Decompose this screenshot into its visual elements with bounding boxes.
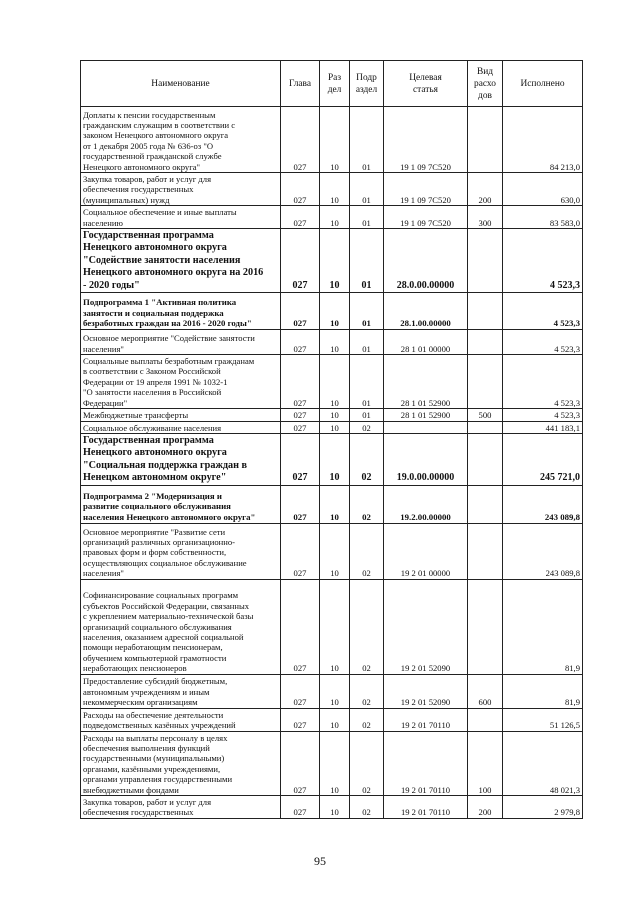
row-vid: 600 (468, 674, 503, 708)
row-target: 28.0.00.00000 (384, 229, 468, 293)
row-razdel: 10 (320, 485, 350, 523)
row-target: 19 1 09 7С520 (384, 107, 468, 173)
row-podrazdel: 02 (350, 708, 384, 731)
row-name: Основное мероприятие "Содействие занятости населения" (81, 330, 281, 355)
row-podrazdel: 01 (350, 229, 384, 293)
row-podrazdel: 01 (350, 330, 384, 355)
row-executed: 4 523,3 (503, 409, 583, 421)
table-row (81, 433, 583, 485)
row-podrazdel: 02 (350, 523, 384, 579)
row-podrazdel: 01 (350, 107, 384, 173)
row-executed: 245 721,0 (503, 433, 583, 485)
row-vid: 100 (468, 731, 503, 795)
row-name: Расходы на выплаты персоналу в целях обеспечения выполнения функций государственными (муниципальными) органами, казёнными учреждениями, органами управления государственными внебюджетными фондами (81, 731, 281, 795)
table-row (81, 674, 583, 708)
row-executed: 243 089,8 (503, 485, 583, 523)
table-row (81, 206, 583, 229)
row-podrazdel: 01 (350, 293, 384, 330)
row-vid (468, 293, 503, 330)
row-podrazdel: 02 (350, 674, 384, 708)
row-podrazdel: 02 (350, 421, 384, 433)
row-podrazdel: 02 (350, 795, 384, 818)
row-razdel: 10 (320, 731, 350, 795)
row-executed: 51 126,5 (503, 708, 583, 731)
table-row (81, 173, 583, 206)
table-row (81, 355, 583, 409)
row-glava: 027 (281, 107, 320, 173)
row-executed: 441 183,1 (503, 421, 583, 433)
row-razdel: 10 (320, 579, 350, 674)
row-target: 19 2 01 70110 (384, 708, 468, 731)
row-target: 28.1.00.00000 (384, 293, 468, 330)
row-name: Подпрограмма 2 "Модернизация и развитие социального обслуживания населения Ненецкого автономного округа" (81, 485, 281, 523)
row-razdel: 10 (320, 330, 350, 355)
row-glava: 027 (281, 355, 320, 409)
row-name: Государственная программа Ненецкого автономного округа "Содействие занятости населения Ненецкого автономного округа на 2016 - 2020 годы" (81, 229, 281, 293)
row-target: 28 1 01 52900 (384, 355, 468, 409)
row-glava: 027 (281, 674, 320, 708)
header-razdel: Раз дел (320, 61, 350, 107)
budget-table (80, 60, 583, 819)
row-vid (468, 708, 503, 731)
table-row (81, 107, 583, 173)
row-glava: 027 (281, 523, 320, 579)
row-target: 19 1 09 7С520 (384, 206, 468, 229)
header-vid: Вид расхо дов (468, 61, 503, 107)
row-razdel: 10 (320, 355, 350, 409)
row-executed: 243 089,8 (503, 523, 583, 579)
row-razdel: 10 (320, 523, 350, 579)
row-vid: 200 (468, 795, 503, 818)
row-podrazdel: 01 (350, 355, 384, 409)
table-row (81, 421, 583, 433)
row-podrazdel: 02 (350, 485, 384, 523)
row-razdel: 10 (320, 674, 350, 708)
row-podrazdel: 01 (350, 409, 384, 421)
row-glava: 027 (281, 579, 320, 674)
row-executed: 4 523,3 (503, 293, 583, 330)
table-row (81, 708, 583, 731)
row-executed: 2 979,8 (503, 795, 583, 818)
row-glava: 027 (281, 229, 320, 293)
row-glava: 027 (281, 330, 320, 355)
row-name: Предоставление субсидий бюджетным, автономным учреждениям и иным некоммерческим организациям (81, 674, 281, 708)
row-vid (468, 107, 503, 173)
row-name: Социальные выплаты безработным гражданам в соответствии с Законом Российской Федерации от 19 апреля 1991 № 1032-1 "О занятости населения в Российской Федерации" (81, 355, 281, 409)
row-razdel: 10 (320, 795, 350, 818)
row-target: 19 2 01 00000 (384, 523, 468, 579)
row-executed: 48 021,3 (503, 731, 583, 795)
row-executed: 630,0 (503, 173, 583, 206)
row-vid (468, 523, 503, 579)
row-name: Софинансирование социальных программ субъектов Российской Федерации, связанных с укреплением материально-технической базы организаций социального обслуживания населения, оказанием адресной социальной помощи неработающим пенсионерам, обучением компьютерной грамотности неработающих пенсионеров (81, 579, 281, 674)
row-executed: 81,9 (503, 579, 583, 674)
header-target: Целевая статья (384, 61, 468, 107)
row-glava: 027 (281, 708, 320, 731)
row-razdel: 10 (320, 107, 350, 173)
header-executed: Исполнено (503, 61, 583, 107)
row-vid (468, 355, 503, 409)
row-executed: 81,9 (503, 674, 583, 708)
row-target: 19 2 01 70110 (384, 795, 468, 818)
row-name: Закупка товаров, работ и услуг для обеспечения государственных (81, 795, 281, 818)
row-target (384, 421, 468, 433)
row-target: 19 2 01 70110 (384, 731, 468, 795)
table-row (81, 485, 583, 523)
table-header-row (81, 61, 583, 107)
row-name: Социальное обеспечение и иные выплаты населению (81, 206, 281, 229)
row-vid (468, 229, 503, 293)
row-executed: 4 523,3 (503, 355, 583, 409)
row-vid: 200 (468, 173, 503, 206)
row-target: 28 1 01 52900 (384, 409, 468, 421)
row-razdel: 10 (320, 708, 350, 731)
row-name: Закупка товаров, работ и услуг для обеспечения государственных (муниципальных) нужд (81, 173, 281, 206)
row-razdel: 10 (320, 206, 350, 229)
row-podrazdel: 01 (350, 206, 384, 229)
row-vid (468, 433, 503, 485)
table-row (81, 795, 583, 818)
row-name: Социальное обслуживание населения (81, 421, 281, 433)
row-name: Государственная программа Ненецкого автономного округа "Социальная поддержка граждан в Ненецком автономном округе" (81, 433, 281, 485)
header-name: Наименование (81, 61, 281, 107)
row-podrazdel: 02 (350, 579, 384, 674)
row-vid (468, 421, 503, 433)
table-body (81, 107, 583, 819)
row-podrazdel: 01 (350, 173, 384, 206)
row-executed: 4 523,3 (503, 330, 583, 355)
row-executed: 83 583,0 (503, 206, 583, 229)
row-razdel: 10 (320, 173, 350, 206)
row-podrazdel: 02 (350, 433, 384, 485)
row-name: Доплаты к пенсии государственным гражданским служащим в соответствии с законом Ненецкого автономного округа от 1 декабря 2005 года № 636-оз "О государственной гражданской службе Ненецкого автономного округа" (81, 107, 281, 173)
row-name: Межбюджетные трансферты (81, 409, 281, 421)
row-target: 28 1 01 00000 (384, 330, 468, 355)
row-glava: 027 (281, 421, 320, 433)
row-name: Основное мероприятие "Развитие сети организаций различных организационно- правовых форм и форм собственности, осуществляющих социальное обслуживание населения" (81, 523, 281, 579)
table-row (81, 409, 583, 421)
row-glava: 027 (281, 409, 320, 421)
row-target: 19 1 09 7С520 (384, 173, 468, 206)
table-row (81, 731, 583, 795)
row-vid (468, 330, 503, 355)
row-target: 19.2.00.00000 (384, 485, 468, 523)
row-vid (468, 485, 503, 523)
table-row (81, 523, 583, 579)
table-row (81, 229, 583, 293)
row-razdel: 10 (320, 433, 350, 485)
row-glava: 027 (281, 293, 320, 330)
row-executed: 4 523,3 (503, 229, 583, 293)
table-row (81, 579, 583, 674)
table-row (81, 293, 583, 330)
row-name: Подпрограмма 1 "Активная политика занятости и социальная поддержка безработных граждан на 2016 - 2020 годы" (81, 293, 281, 330)
row-name: Расходы на обеспечение деятельности подведомственных казённых учреждений (81, 708, 281, 731)
table-row (81, 330, 583, 355)
row-razdel: 10 (320, 293, 350, 330)
row-razdel: 10 (320, 229, 350, 293)
row-razdel: 10 (320, 409, 350, 421)
row-vid (468, 579, 503, 674)
row-podrazdel: 02 (350, 731, 384, 795)
row-glava: 027 (281, 731, 320, 795)
page-number: 95 (314, 854, 326, 868)
row-target: 19 2 01 52090 (384, 579, 468, 674)
row-target: 19 2 01 52090 (384, 674, 468, 708)
row-glava: 027 (281, 795, 320, 818)
row-target: 19.0.00.00000 (384, 433, 468, 485)
row-glava: 027 (281, 173, 320, 206)
row-glava: 027 (281, 485, 320, 523)
row-glava: 027 (281, 206, 320, 229)
row-glava: 027 (281, 433, 320, 485)
row-vid: 500 (468, 409, 503, 421)
row-executed: 84 213,0 (503, 107, 583, 173)
row-razdel: 10 (320, 421, 350, 433)
header-glava: Глава (281, 61, 320, 107)
header-podrazdel: Подр аздел (350, 61, 384, 107)
row-vid: 300 (468, 206, 503, 229)
